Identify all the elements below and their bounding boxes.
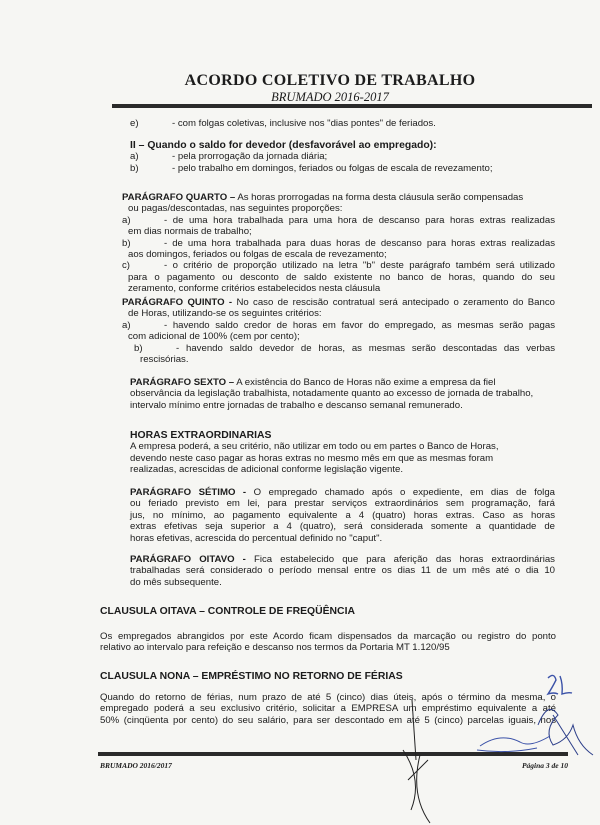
paragrafo-setimo [130,487,555,544]
body-text: com adicional de 100% (cem por cento); [128,331,300,343]
list-label: a) [130,151,139,163]
text-line [130,510,555,521]
body-text: extras efetivas seja superior a 4 (quatro), será considerada somente a quantidade de [130,521,555,533]
list-label: a) [122,319,131,331]
body-text: - com folgas coletivas, inclusive nos "dias pontes" de feriados. [172,118,436,129]
footer-page-number: Página 3 de 10 [521,761,568,770]
text-line [100,642,556,653]
body-text: do mês subsequente. [130,576,222,588]
body-text: - de uma hora trabalhada para duas horas de descanso para horas extras realizadas [164,237,555,249]
body-text: para o pagamento ou desconto de saldo existente no banco de horas, quando do seu [128,271,555,283]
text-line [122,203,555,214]
header-rule [112,104,592,108]
text-line [130,151,560,162]
list-label: b) [130,162,139,174]
text-line [100,606,560,617]
body-text: empregado poderá a seu exclusivo critério, solicitar a EMPRESA um empréstimo equivalente a até [100,703,556,715]
body-text: de Horas, utilizando-se os seguintes critérios: [128,308,322,320]
body-text: O empregado chamado após o expediente, em dias de folga [246,487,555,498]
heading-text: PARÁGRAFO QUARTO – [122,192,236,203]
body-text: realizadas, acrescidas de adicional conforme legislação vigente. [130,464,404,476]
text-line [130,388,560,399]
body-text: Fica estabelecido que para aferição das horas extraordinárias [245,554,555,565]
body-text: jus, no mínimo, ao pagamento equivalente a 4 (quatro) horas extras. Caso as horas [130,509,555,521]
text-line [130,577,555,588]
text-line [130,163,560,174]
text-line [122,249,555,260]
body-text: devendo neste caso pagar as horas extras no mesmo mês em que as mesmas foram [130,452,494,464]
body-text: observância da legislação trabalhista, notadamente quanto ao excesso de jornada de trabalho, [130,388,534,400]
text-line [130,377,560,388]
body-text: - de uma hora trabalhada para uma hora de descanso para horas extras realizadas [164,214,555,226]
body-text: A empresa poderá, a seu critério, não utilizar em todo ou em partes o Banco de Horas, [130,441,499,453]
body-text: horas efetivas, acrescida do percentual definido no "caput". [130,532,383,544]
text-line [130,400,560,411]
paragrafo-quinto [122,297,555,365]
body-text: relativo ao intervalo para refeição e descanso nos termos da Portaria MT 1.120/95 [100,642,450,654]
text-line [122,331,555,342]
signature-bottom [472,730,557,758]
heading-text: CLAUSULA OITAVA – CONTROLE DE FREQÜÊNCIA [100,606,355,617]
body-text: As horas prorrogadas na forma desta cláusula serão compensadas [235,192,524,203]
text-line [130,565,555,576]
text-line [100,631,556,642]
list-label: b) [134,342,143,354]
item-e [130,118,560,129]
saldo-devedor-section [130,140,560,174]
body-text: - o critério de proporção utilizado na letra "b" deste parágrafo também será utilizado [164,260,555,272]
paragrafo-sexto [130,377,560,411]
clausula-nona-body [100,692,556,726]
text-line [122,343,555,354]
document-title: ACORDO COLETIVO DE TRABALHO [184,72,476,89]
body-text: - havendo saldo devedor de horas, as mesmas serão descontadas das verbas [176,342,555,354]
signature-center [398,700,438,825]
heading-text: PARÁGRAFO SEXTO – [130,377,235,388]
body-text: ou pagas/descontadas, nas seguintes proporções: [128,203,343,215]
text-line [130,118,560,129]
body-text: - pelo trabalho em domingos, feriados ou folgas de escala de revezamento; [172,162,493,174]
clausula-oitava-body [100,631,556,654]
body-text: A existência do Banco de Horas não exime a empresa da fiel [234,377,496,388]
text-line [122,308,555,319]
body-text: - pela prorrogação da jornada diária; [172,151,328,163]
footer-left: BRUMADO 2016/2017 [100,761,172,770]
text-line [100,671,560,682]
paragrafo-oitavo [130,554,555,588]
text-line [100,715,556,726]
text-line [130,464,560,475]
text-line [122,297,555,308]
text-line [130,554,555,565]
text-line [130,521,555,532]
text-line [130,441,560,452]
text-line [122,192,555,203]
body-text: 50% (cinqüenta por cento) do seu salário, para ser descontado em até 5 (cinco) parcelas iguais, nos [100,714,556,726]
text-line [130,430,560,441]
text-line [130,140,560,151]
text-line [122,238,555,249]
body-text: Os empregados abrangidos por este Acordo ficam dispensados da marcação ou registro do ponto [100,631,556,642]
text-line [122,260,555,271]
text-line [100,692,556,703]
text-line [122,226,555,237]
body-text: intervalo mínimo entre jornadas de trabalho e descanso semanal remunerado. [130,399,463,411]
body-text: - havendo saldo credor de horas em favor do empregado, as mesmas serão pagas [164,319,555,331]
list-label: b) [122,237,131,249]
text-line [122,283,555,294]
body-text: trabalhadas será considerado o período mensal entre os dias 11 de um mês até o dia 10 [130,565,555,577]
clausula-oitava-title [100,606,560,617]
text-line [122,354,555,365]
heading-text: PARÁGRAFO QUINTO - [122,297,233,308]
body-text: Quando do retorno de férias, num prazo de até 5 (cinco) dias úteis, após o término da mesma, o [100,692,556,703]
body-text: ou feriado previsto em lei, para prestar serviços extraordinários sem programação, fará [130,498,555,510]
heading-text: II – Quando o saldo for devedor (desfavorável ao empregado): [130,140,437,151]
clausula-nona-title [100,671,560,682]
text-line [130,453,560,464]
text-line [122,272,555,283]
body-text: No caso de rescisão contratual será antecipado o zeramento do Banco [232,297,555,308]
text-line [130,533,555,544]
body-text: em dias normais de trabalho; [128,226,252,238]
body-text: rescisórias. [140,354,189,366]
heading-text: HORAS EXTRAORDINARIAS [130,430,272,441]
body-text: zeramento, conforme critérios estabelecidos nesta cláusula [128,283,381,295]
text-line [130,498,555,509]
list-label: e) [130,118,139,129]
document-subtitle: BRUMADO 2016-2017 [271,90,389,104]
text-line [122,215,555,226]
body-text: aos domingos, feriados ou folgas de escala de revezamento; [128,249,387,261]
paragrafo-quarto [122,192,555,295]
heading-text: PARÁGRAFO SÉTIMO - [130,487,247,498]
heading-text: PARÁGRAFO OITAVO - [130,554,246,565]
text-line [122,320,555,331]
list-label: c) [122,260,130,272]
text-line [100,703,556,714]
heading-text: CLAUSULA NONA – EMPRÉSTIMO NO RETORNO DE FÉRIAS [100,671,403,682]
text-line [130,487,555,498]
list-label: a) [122,214,131,226]
horas-extraordinarias [130,430,560,476]
